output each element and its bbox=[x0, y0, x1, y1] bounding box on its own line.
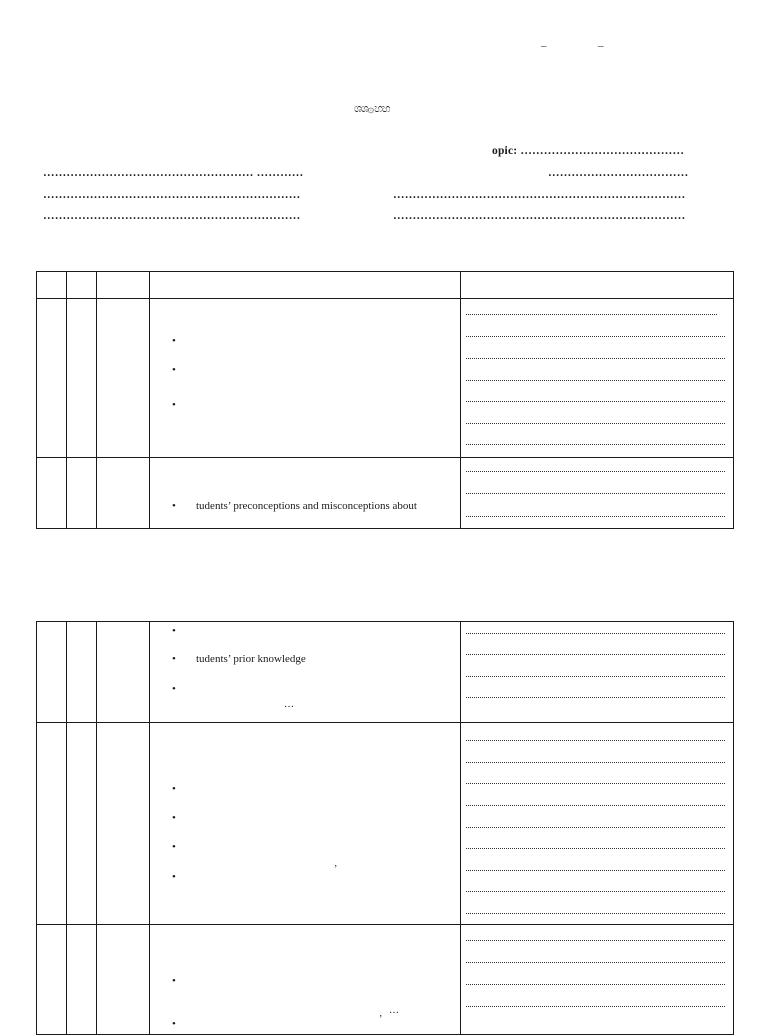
dotted-line bbox=[466, 336, 725, 337]
bullet-item bbox=[172, 975, 196, 987]
dotted-line bbox=[466, 913, 725, 914]
table-row bbox=[37, 299, 734, 458]
table-cell bbox=[97, 272, 150, 299]
header-field-row2-left: ………………………………………………………… bbox=[43, 189, 301, 201]
bullet-icon: • bbox=[172, 364, 176, 376]
table-row bbox=[37, 723, 734, 925]
header-dash: – bbox=[541, 40, 547, 52]
dotted-line bbox=[466, 444, 725, 445]
bullet-item bbox=[172, 364, 196, 376]
table-row bbox=[37, 925, 734, 1035]
notes-cell bbox=[461, 622, 734, 723]
dotted-line bbox=[466, 827, 725, 828]
dotted-line bbox=[466, 516, 725, 517]
dotted-line bbox=[466, 1006, 725, 1007]
header-field-row3-right: ………………………………………………………………… bbox=[393, 210, 686, 222]
table-header-row bbox=[37, 272, 734, 299]
table-cell bbox=[37, 299, 67, 458]
dotted-line bbox=[466, 358, 725, 359]
header-field-row2-right: ………………………………………………………………… bbox=[393, 189, 686, 201]
activity-cell bbox=[150, 622, 461, 723]
notes-cell bbox=[461, 925, 734, 1035]
header-field-row1-left: ……………………………………………… ………… bbox=[43, 167, 304, 179]
bullet-icon: • bbox=[172, 625, 176, 637]
bullet-item bbox=[172, 653, 306, 665]
bullet-item bbox=[172, 812, 196, 824]
table-row bbox=[37, 458, 734, 529]
table-cell bbox=[97, 299, 150, 458]
table-cell bbox=[67, 299, 97, 458]
table-cell bbox=[37, 272, 67, 299]
bullet-item bbox=[172, 841, 196, 853]
notes-cell bbox=[461, 299, 734, 458]
activity-cell bbox=[150, 299, 461, 458]
bullet-icon: • bbox=[172, 500, 176, 512]
bullet-icon: • bbox=[172, 841, 176, 853]
bullet-item bbox=[172, 335, 196, 347]
bullet-item bbox=[172, 871, 196, 883]
dotted-line bbox=[466, 380, 725, 381]
table-cell bbox=[37, 723, 67, 925]
activity-cell bbox=[150, 458, 461, 529]
header-field-row1-right: ……………………………… bbox=[548, 167, 689, 179]
table-cell bbox=[37, 622, 67, 723]
text-fragment: … bbox=[389, 1005, 399, 1016]
notes-cell bbox=[461, 723, 734, 925]
table-cell bbox=[37, 458, 67, 529]
bullet-icon: • bbox=[172, 653, 176, 665]
activity-cell bbox=[150, 925, 461, 1035]
topic-label: opic: bbox=[492, 145, 518, 157]
dotted-line bbox=[466, 962, 725, 963]
dotted-line bbox=[466, 984, 725, 985]
table-cell bbox=[67, 723, 97, 925]
dotted-line bbox=[466, 423, 725, 424]
text-fragment: ’ bbox=[379, 1014, 383, 1025]
dotted-line bbox=[466, 471, 725, 472]
dotted-line bbox=[466, 848, 725, 849]
bullet-item bbox=[172, 683, 196, 695]
notes-cell bbox=[461, 458, 734, 529]
header-dash: – bbox=[598, 40, 604, 52]
topic-value: …………………………………… bbox=[520, 145, 685, 157]
dotted-line bbox=[466, 401, 725, 402]
table-cell bbox=[97, 723, 150, 925]
bullet-text: tudents’ preconceptions and misconceptions about bbox=[196, 500, 417, 512]
table-cell bbox=[97, 925, 150, 1035]
table-cell bbox=[461, 272, 734, 299]
bullet-item bbox=[172, 625, 196, 637]
dotted-line bbox=[466, 697, 725, 698]
bullet-icon: • bbox=[172, 975, 176, 987]
activity-cell bbox=[150, 723, 461, 925]
dotted-line bbox=[466, 676, 725, 677]
dotted-line bbox=[466, 493, 725, 494]
table-cell bbox=[97, 622, 150, 723]
dotted-line bbox=[466, 314, 717, 315]
table-row bbox=[37, 622, 734, 723]
bullet-icon: • bbox=[172, 335, 176, 347]
bullet-icon: • bbox=[172, 399, 176, 411]
table-cell bbox=[67, 272, 97, 299]
table-cell bbox=[37, 925, 67, 1035]
topic-line bbox=[492, 145, 684, 157]
bullet-item bbox=[172, 1018, 196, 1030]
text-fragment: ’ bbox=[334, 864, 338, 875]
dotted-line bbox=[466, 870, 725, 871]
bullet-icon: • bbox=[172, 683, 176, 695]
dotted-line bbox=[466, 762, 725, 763]
dotted-line bbox=[466, 891, 725, 892]
text-fragment: … bbox=[284, 699, 294, 710]
bullet-icon: • bbox=[172, 783, 176, 795]
table-cell bbox=[67, 925, 97, 1035]
table-cell bbox=[150, 272, 461, 299]
dotted-line bbox=[466, 633, 725, 634]
bullet-item bbox=[172, 500, 417, 512]
dotted-line bbox=[466, 740, 725, 741]
table-cell bbox=[67, 622, 97, 723]
dotted-line bbox=[466, 654, 725, 655]
ornament-divider: ශශ۞හහ bbox=[354, 103, 390, 115]
table-cell bbox=[67, 458, 97, 529]
dotted-line bbox=[466, 805, 725, 806]
lesson-plan-table bbox=[36, 621, 734, 1035]
bullet-icon: • bbox=[172, 1018, 176, 1030]
lesson-plan-table bbox=[36, 271, 734, 529]
table-cell bbox=[97, 458, 150, 529]
bullet-icon: • bbox=[172, 871, 176, 883]
bullet-item bbox=[172, 783, 196, 795]
bullet-item bbox=[172, 399, 196, 411]
dotted-line bbox=[466, 783, 725, 784]
bullet-text: tudents’ prior knowledge bbox=[196, 653, 306, 665]
bullet-icon: • bbox=[172, 812, 176, 824]
dotted-line bbox=[466, 940, 725, 941]
header-field-row3-left: ………………………………………………………… bbox=[43, 210, 301, 222]
